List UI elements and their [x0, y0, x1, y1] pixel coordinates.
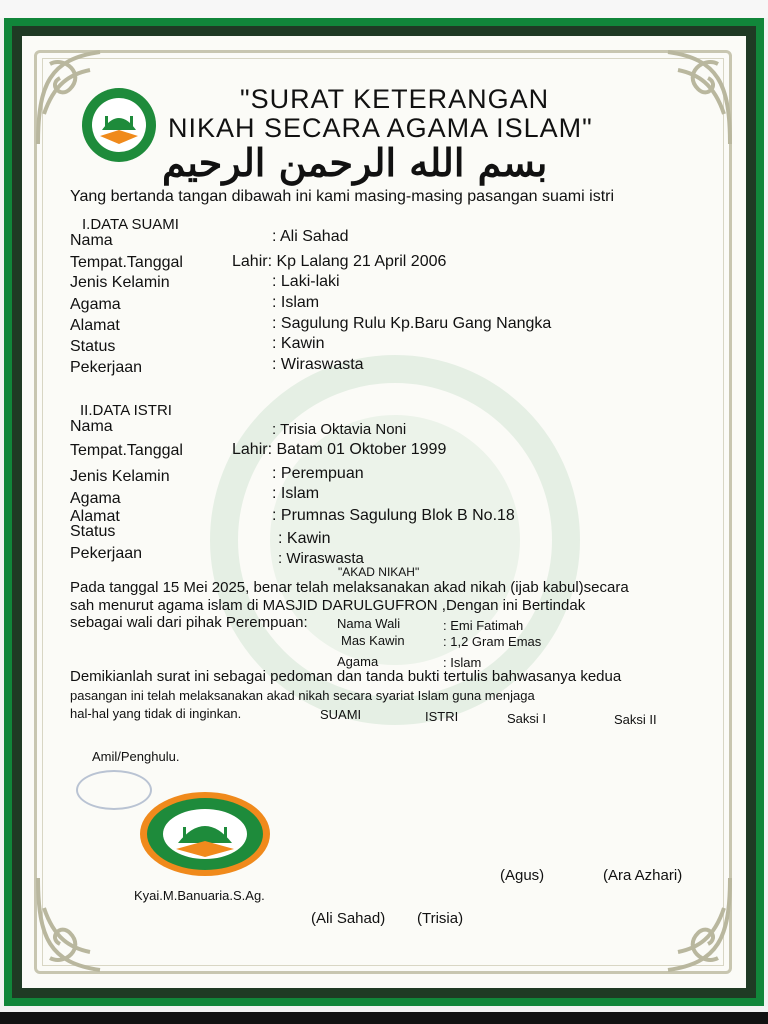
husband-signature-name: (Ali Sahad)	[311, 910, 386, 927]
wife-label-status: Status	[70, 523, 116, 540]
husband-value-status: : Kawin	[272, 335, 325, 352]
closing-text-line1: Demikianlah surat ini sebagai pedoman dan tanda bukti tertulis bahwasanya kedua	[70, 668, 622, 685]
akad-text-line3: sebagai wali dari pihak Perempuan:	[70, 614, 308, 631]
mas-kawin-value: : 1,2 Gram Emas	[443, 634, 542, 649]
wife-signature-name: (Trisia)	[417, 910, 464, 927]
husband-label-gender: Jenis Kelamin	[70, 274, 170, 291]
wali-value: : Emi Fatimah	[443, 618, 524, 633]
intro-text: Yang bertanda tangan dibawah ini kami masing-masing pasangan suami istri	[70, 188, 615, 205]
wife-label-address: Alamat	[70, 508, 120, 525]
organization-seal-logo	[80, 86, 158, 164]
signature-label-husband: SUAMI	[320, 707, 362, 722]
husband-label-address: Alamat	[70, 317, 120, 334]
akad-text-line2: sah menurut agama islam di MASJID DARULGUFRON ,Dengan ini Bertindak	[70, 597, 586, 614]
husband-value-gender: : Laki-laki	[272, 273, 340, 290]
signature-label-officiant: Amil/Penghulu.	[92, 749, 180, 764]
signature-label-witness1: Saksi I	[507, 711, 547, 726]
closing-text-line3: hal-hal yang tidak di inginkan.	[70, 706, 242, 721]
akad-agama-label: Agama	[337, 654, 379, 669]
wife-value-religion: : Islam	[272, 485, 320, 502]
top-margin	[0, 0, 768, 18]
signature-label-witness2: Saksi II	[614, 712, 657, 727]
wife-label-gender: Jenis Kelamin	[70, 468, 170, 485]
husband-label-occupation: Pekerjaan	[70, 359, 143, 376]
husband-label-religion: Agama	[70, 296, 121, 313]
bottom-margin-band	[0, 1012, 768, 1024]
basmala-arabic: بسم الله الرحمن الرحيم	[162, 140, 548, 185]
husband-label-status: Status	[70, 338, 116, 355]
akad-text-line1: Pada tanggal 15 Mei 2025, benar telah melaksanakan akad nikah (ijab kabul)secara	[70, 579, 629, 596]
husband-value-occupation: : Wiraswasta	[272, 356, 364, 373]
wife-value-gender: : Perempuan	[272, 465, 364, 482]
husband-value-birth: Lahir: Kp Lalang 21 April 2006	[232, 253, 447, 270]
section-wife-heading: II.DATA ISTRI	[80, 402, 172, 419]
wife-label-birth: Tempat.Tanggal	[70, 442, 183, 459]
wali-label: Nama Wali	[337, 616, 401, 631]
signature-label-wife: ISTRI	[425, 709, 459, 724]
akad-heading: "AKAD NIKAH"	[338, 565, 420, 579]
document-title-line2: NIKAH SECARA AGAMA ISLAM"	[168, 113, 593, 143]
section-husband-heading: I.DATA SUAMI	[82, 216, 179, 233]
wife-value-name: : Trisia Oktavia Noni	[272, 421, 407, 438]
husband-label-birth: Tempat.Tanggal	[70, 254, 183, 271]
closing-text-line2: pasangan ini telah melaksanakan akad nikah secara syariat Islam guna menjaga	[70, 688, 535, 703]
witness1-name: (Agus)	[500, 867, 545, 884]
mas-kawin-label: Mas Kawin	[341, 633, 405, 648]
husband-value-name: : Ali Sahad	[272, 228, 349, 245]
wife-label-religion: Agama	[70, 490, 121, 507]
document-title-line1: "SURAT KETERANGAN	[240, 84, 550, 114]
corner-ornament-bottom-left	[30, 868, 140, 978]
corner-ornament-top-right	[628, 44, 738, 154]
witness2-name: (Ara Azhari)	[603, 867, 683, 884]
husband-value-religion: : Islam	[272, 294, 320, 311]
wife-value-birth: Lahir: Batam 01 Oktober 1999	[232, 441, 447, 458]
akad-agama-value: : Islam	[443, 655, 482, 670]
wife-label-name: Nama	[70, 418, 113, 435]
official-seal-stamp	[138, 791, 272, 877]
husband-value-address: : Sagulung Rulu Kp.Baru Gang Nangka	[272, 315, 552, 332]
officiant-name: Kyai.M.Banuaria.S.Ag.	[134, 888, 265, 903]
wife-label-occupation: Pekerjaan	[70, 545, 143, 562]
corner-ornament-bottom-right	[628, 868, 738, 978]
husband-label-name: Nama	[70, 232, 113, 249]
wife-value-address: : Prumnas Sagulung Blok B No.18	[272, 507, 515, 524]
wife-value-status: : Kawin	[278, 530, 331, 547]
wife-value-occupation: : Wiraswasta	[278, 550, 364, 567]
